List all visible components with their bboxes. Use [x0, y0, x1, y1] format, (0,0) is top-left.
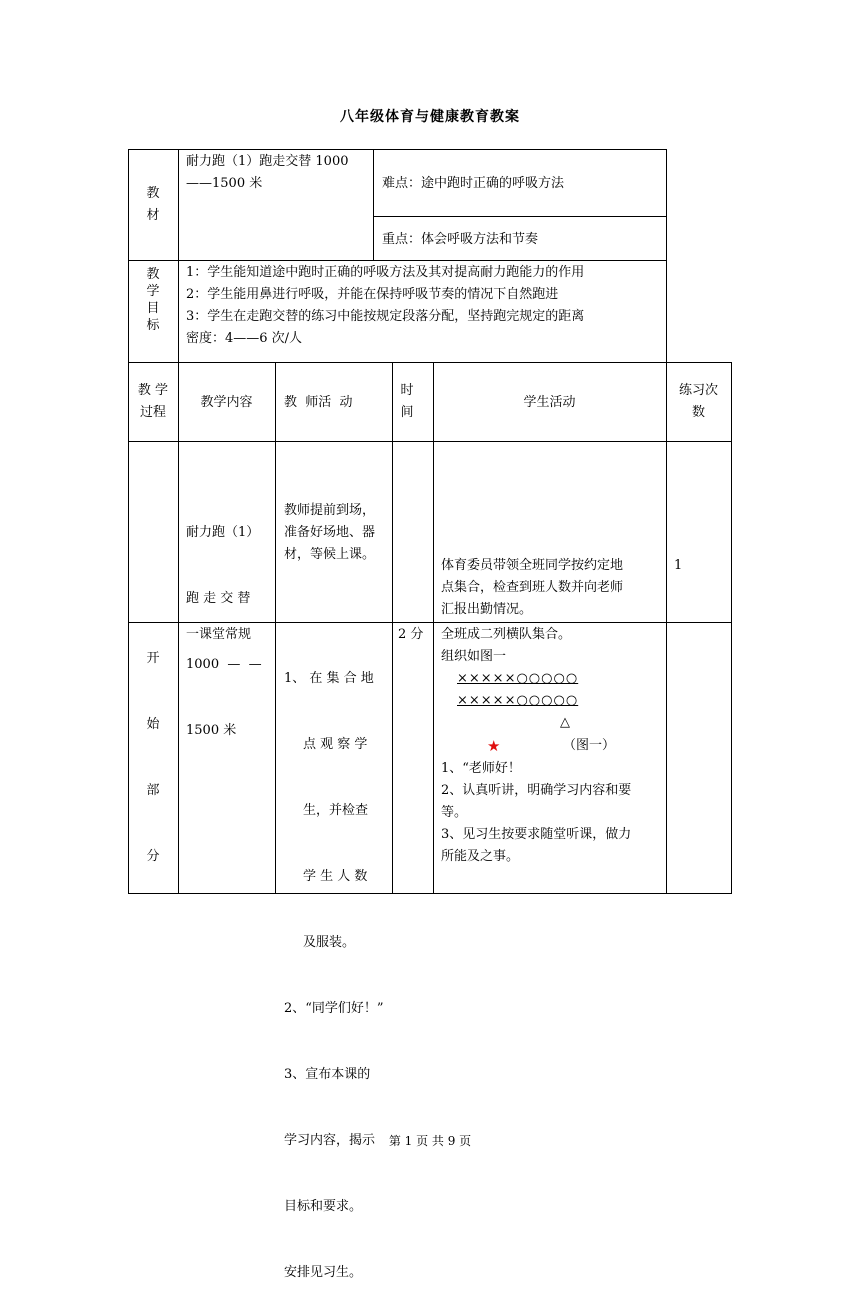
table-line [373, 216, 667, 217]
row1-practice: 1 [674, 558, 683, 573]
material-label: 教 材 [146, 186, 160, 223]
table-border-top [128, 149, 667, 150]
row2-student: 全班成二列横队集合。 组织如图一 [441, 627, 572, 664]
page-footer: 第 1 页 共 9 页 [388, 1134, 472, 1148]
row2-teacher: 1、 在 集 合 地 点 观 察 学 生，并检查 学 生 人 数 及服装。 2、“同学们好！” 3、宣布本课的 学习内容，揭示 目标和要求。 安排见习生。 [284, 671, 384, 1280]
density-text: 密度：4——6 次/人 [186, 331, 303, 346]
figure-label: （图一） [563, 738, 616, 753]
formation-line: ×××××○○○○○ [457, 693, 579, 708]
table-line [433, 362, 434, 894]
row2-content: 一课堂常规 [186, 627, 252, 642]
table-line [178, 149, 179, 894]
goals-list [186, 262, 584, 350]
material-content: 耐力跑（1）跑走交替 1000 ——1500 米 [186, 154, 349, 191]
goal-item: 2：学生能用鼻进行呼吸，并能在保持呼吸节奏的情况下自然跑进 [186, 287, 559, 302]
goal-item: 1：学生能知道途中跑时正确的呼吸方法及其对提高耐力跑能力的作用 [186, 265, 585, 280]
teacher-position-mark: △ [560, 715, 570, 730]
table-border-right [731, 362, 732, 894]
goals-label: 教 学 目 标 [146, 267, 160, 333]
header-time: 时 间 [400, 383, 414, 420]
row1-student: 体育委员带领全班同学按约定地 点集合，检查到班人数并向老师 汇报出勤情况。 [441, 558, 624, 617]
header-student: 学生活动 [523, 395, 576, 410]
difficulty-text: 难点：途中跑时正确的呼吸方法 [382, 176, 565, 191]
row2-time: 2 分 [398, 627, 424, 642]
header-process: 教 学 过程 [137, 383, 169, 420]
page-title: 八年级体育与健康教育教案 [340, 109, 520, 125]
row2-student-steps: 1、“老师好！ 2、认真听讲，明确学习内容和要 等。 3、见习生按要求随堂听课，做力 所能及之事。 [441, 761, 632, 864]
table-line [392, 362, 393, 894]
header-teacher: 教 师活 动 [284, 395, 353, 410]
formation-row [457, 668, 578, 712]
table-border-right-top [666, 149, 667, 894]
goal-item: 3：学生在走跑交替的练习中能按规定段落分配，坚持跑完规定的距离 [186, 309, 585, 324]
header-practice: 练习次 数 [678, 383, 718, 420]
row1-teacher: 教师提前到场， 准备好场地、器 材，等候上课。 [284, 503, 376, 562]
table-line [128, 260, 667, 261]
key-point-text: 重点：体会呼吸方法和节奏 [382, 232, 539, 247]
table-line [275, 362, 276, 894]
table-line [128, 441, 732, 442]
table-line [128, 362, 732, 363]
phase-label: 开 始 部 分 [146, 651, 160, 864]
star-icon: ★ [487, 737, 501, 755]
header-content: 教学内容 [200, 395, 253, 410]
formation-line: ×××××○○○○○ [457, 671, 579, 686]
table-border-bottom [128, 893, 732, 894]
table-line [373, 149, 374, 261]
row1-content: 耐力跑（1） 跑 走 交 替 1000 — — 1500 米 [186, 525, 262, 738]
